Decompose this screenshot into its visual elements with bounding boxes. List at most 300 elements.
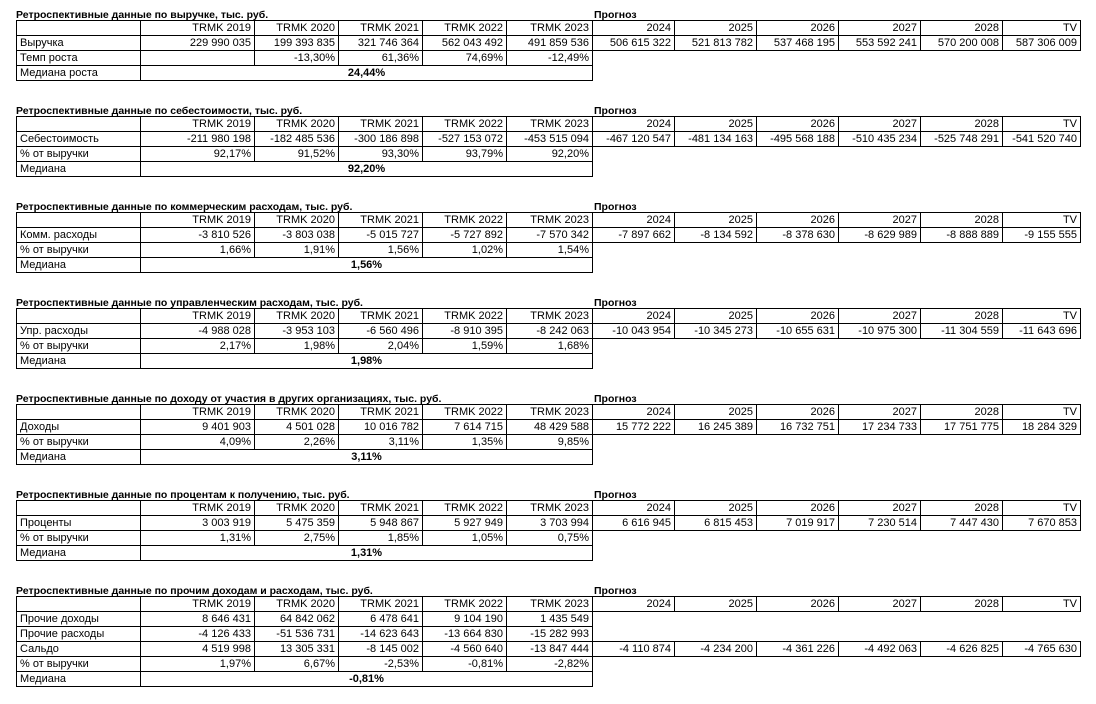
value-cell[interactable]: 8 646 431: [141, 612, 255, 627]
value-cell[interactable]: 2,17%: [141, 339, 255, 354]
forecast-value-cell[interactable]: 18 284 329: [1003, 420, 1081, 435]
year-header-cell[interactable]: TRMK 2022: [423, 501, 507, 516]
forecast-value-cell[interactable]: -8 888 889: [921, 228, 1003, 243]
median-label-cell[interactable]: Медиана: [17, 546, 141, 561]
median-value-cell[interactable]: 24,44%: [141, 66, 593, 81]
year-header-cell[interactable]: TRMK 2021: [339, 309, 423, 324]
forecast-year-cell[interactable]: 2027: [839, 405, 921, 420]
year-header-cell[interactable]: TRMK 2019: [141, 309, 255, 324]
forecast-year-cell[interactable]: 2026: [757, 21, 839, 36]
value-cell[interactable]: 1,54%: [507, 243, 593, 258]
value-cell[interactable]: 48 429 588: [507, 420, 593, 435]
forecast-value-cell[interactable]: 6 616 945: [593, 516, 675, 531]
value-cell[interactable]: 491 859 536: [507, 36, 593, 51]
value-cell[interactable]: 4,09%: [141, 435, 255, 450]
value-cell[interactable]: 1,56%: [339, 243, 423, 258]
value-cell[interactable]: 91,52%: [255, 147, 339, 162]
forecast-value-cell[interactable]: 7 447 430: [921, 516, 1003, 531]
forecast-value-cell[interactable]: -10 975 300: [839, 324, 921, 339]
year-header-cell[interactable]: TRMK 2023: [507, 597, 593, 612]
value-cell[interactable]: 1,98%: [255, 339, 339, 354]
value-cell[interactable]: -13,30%: [255, 51, 339, 66]
value-cell[interactable]: 10 016 782: [339, 420, 423, 435]
median-value-cell[interactable]: 3,11%: [141, 450, 593, 465]
forecast-row: [593, 132, 1081, 147]
retrospective-table: [16, 20, 593, 81]
value-cell[interactable]: -3 953 103: [255, 324, 339, 339]
value-cell[interactable]: 5 475 359: [255, 516, 339, 531]
forecast-year-cell[interactable]: TV: [1003, 21, 1081, 36]
header-corner-cell[interactable]: [17, 597, 141, 612]
forecast-value-cell[interactable]: -525 748 291: [921, 132, 1003, 147]
forecast-table: [592, 212, 1081, 258]
forecast-year-cell[interactable]: 2025: [675, 309, 757, 324]
row-label-cell[interactable]: % от выручки: [17, 339, 141, 354]
year-header-cell[interactable]: TRMK 2022: [423, 597, 507, 612]
year-header-cell[interactable]: TRMK 2023: [507, 309, 593, 324]
table-row: [17, 51, 593, 66]
forecast-year-cell[interactable]: 2028: [921, 501, 1003, 516]
year-header-cell[interactable]: TRMK 2020: [255, 597, 339, 612]
forecast-year-cell[interactable]: 2027: [839, 597, 921, 612]
value-cell[interactable]: -300 186 898: [339, 132, 423, 147]
empty-cell: [1003, 51, 1081, 66]
value-cell[interactable]: 6,67%: [255, 657, 339, 672]
forecast-year-cell[interactable]: 2025: [675, 21, 757, 36]
year-header-cell[interactable]: TRMK 2023: [507, 501, 593, 516]
value-cell[interactable]: 93,30%: [339, 147, 423, 162]
forecast-value-cell[interactable]: -4 492 063: [839, 642, 921, 657]
median-label-cell[interactable]: Медиана роста: [17, 66, 141, 81]
year-header-cell[interactable]: TRMK 2019: [141, 597, 255, 612]
value-cell[interactable]: -182 485 536: [255, 132, 339, 147]
forecast-value-cell[interactable]: -4 110 874: [593, 642, 675, 657]
forecast-year-cell[interactable]: 2025: [675, 405, 757, 420]
table-row: [17, 657, 593, 672]
forecast-year-cell[interactable]: 2024: [593, 405, 675, 420]
year-header-cell[interactable]: TRMK 2019: [141, 501, 255, 516]
forecast-value-cell[interactable]: -4 361 226: [757, 642, 839, 657]
forecast-value-cell[interactable]: 506 615 322: [593, 36, 675, 51]
forecast-header-row: [593, 213, 1081, 228]
forecast-value-cell[interactable]: -8 134 592: [675, 228, 757, 243]
empty-cell: [675, 612, 757, 627]
forecast-value-cell[interactable]: 7 670 853: [1003, 516, 1081, 531]
header-corner-cell[interactable]: [17, 309, 141, 324]
table-row: [17, 228, 593, 243]
median-label-cell[interactable]: Медиана: [17, 162, 141, 177]
value-cell[interactable]: 3 703 994: [507, 516, 593, 531]
forecast-value-cell[interactable]: 17 234 733: [839, 420, 921, 435]
empty-cell: [1003, 612, 1081, 627]
forecast-year-cell[interactable]: 2024: [593, 309, 675, 324]
forecast-value-cell[interactable]: -11 643 696: [1003, 324, 1081, 339]
value-cell[interactable]: 9 401 903: [141, 420, 255, 435]
forecast-year-cell[interactable]: 2024: [593, 21, 675, 36]
forecast-value-cell[interactable]: -4 234 200: [675, 642, 757, 657]
forecast-year-cell[interactable]: 2024: [593, 501, 675, 516]
forecast-header-row: [593, 117, 1081, 132]
value-cell[interactable]: 1,59%: [423, 339, 507, 354]
row-label-cell[interactable]: Комм. расходы: [17, 228, 141, 243]
forecast-row: [593, 642, 1081, 657]
median-value-cell[interactable]: -0,81%: [141, 672, 593, 687]
value-cell[interactable]: -7 570 342: [507, 228, 593, 243]
table-row: [17, 516, 593, 531]
empty-cell: [675, 657, 757, 672]
year-header-cell[interactable]: TRMK 2023: [507, 213, 593, 228]
year-header-cell[interactable]: TRMK 2020: [255, 21, 339, 36]
forecast-year-cell[interactable]: 2025: [675, 213, 757, 228]
value-cell[interactable]: -211 980 198: [141, 132, 255, 147]
year-header-cell[interactable]: TRMK 2021: [339, 501, 423, 516]
empty-cell: [839, 339, 921, 354]
forecast-value-cell[interactable]: -510 435 234: [839, 132, 921, 147]
value-cell[interactable]: 2,26%: [255, 435, 339, 450]
empty-cell: [921, 243, 1003, 258]
median-value-cell[interactable]: 1,31%: [141, 546, 593, 561]
value-cell[interactable]: 61,36%: [339, 51, 423, 66]
forecast-empty-row: [593, 243, 1081, 258]
median-label-cell[interactable]: Медиана: [17, 258, 141, 273]
empty-cell: [675, 243, 757, 258]
forecast-value-cell[interactable]: -4 626 825: [921, 642, 1003, 657]
forecast-year-cell[interactable]: 2025: [675, 117, 757, 132]
year-header-cell[interactable]: TRMK 2023: [507, 405, 593, 420]
empty-cell: [839, 531, 921, 546]
value-cell[interactable]: -4 126 433: [141, 627, 255, 642]
forecast-year-cell[interactable]: 2026: [757, 213, 839, 228]
value-cell[interactable]: 4 501 028: [255, 420, 339, 435]
value-cell[interactable]: -527 153 072: [423, 132, 507, 147]
header-corner-cell[interactable]: [17, 501, 141, 516]
forecast-year-cell[interactable]: 2027: [839, 213, 921, 228]
year-header-cell[interactable]: TRMK 2022: [423, 21, 507, 36]
value-cell[interactable]: 3,11%: [339, 435, 423, 450]
forecast-empty-row: [593, 531, 1081, 546]
empty-cell: [757, 435, 839, 450]
value-cell[interactable]: [141, 51, 255, 66]
value-cell[interactable]: 321 746 364: [339, 36, 423, 51]
forecast-year-cell[interactable]: 2027: [839, 309, 921, 324]
value-cell[interactable]: -8 145 002: [339, 642, 423, 657]
median-value-cell[interactable]: 1,56%: [141, 258, 593, 273]
empty-cell: [593, 657, 675, 672]
forecast-value-cell[interactable]: -7 897 662: [593, 228, 675, 243]
forecast-year-cell[interactable]: TV: [1003, 501, 1081, 516]
forecast-label: Прогноз: [594, 585, 637, 597]
forecast-value-cell[interactable]: 16 245 389: [675, 420, 757, 435]
value-cell[interactable]: -13 847 444: [507, 642, 593, 657]
table-row: [17, 243, 593, 258]
forecast-value-cell[interactable]: 17 751 775: [921, 420, 1003, 435]
year-header-cell[interactable]: TRMK 2020: [255, 405, 339, 420]
median-label-cell[interactable]: Медиана: [17, 354, 141, 369]
forecast-header-row: [593, 405, 1081, 420]
forecast-year-cell[interactable]: 2026: [757, 405, 839, 420]
forecast-year-cell[interactable]: 2028: [921, 405, 1003, 420]
empty-cell: [1003, 657, 1081, 672]
row-label-cell[interactable]: Упр. расходы: [17, 324, 141, 339]
value-cell[interactable]: 93,79%: [423, 147, 507, 162]
year-header-cell[interactable]: TRMK 2023: [507, 117, 593, 132]
header-corner-cell[interactable]: [17, 405, 141, 420]
value-cell[interactable]: -4 560 640: [423, 642, 507, 657]
value-cell[interactable]: -3 810 526: [141, 228, 255, 243]
forecast-year-cell[interactable]: 2028: [921, 21, 1003, 36]
year-header-cell[interactable]: TRMK 2022: [423, 405, 507, 420]
year-header-cell[interactable]: TRMK 2022: [423, 117, 507, 132]
forecast-year-cell[interactable]: 2026: [757, 117, 839, 132]
forecast-label: Прогноз: [594, 297, 637, 309]
value-cell[interactable]: -5 727 892: [423, 228, 507, 243]
year-header-cell[interactable]: TRMK 2019: [141, 21, 255, 36]
value-cell[interactable]: 92,17%: [141, 147, 255, 162]
forecast-year-cell[interactable]: 2025: [675, 501, 757, 516]
year-header-cell[interactable]: TRMK 2019: [141, 405, 255, 420]
forecast-year-cell[interactable]: TV: [1003, 309, 1081, 324]
median-label-cell[interactable]: Медиана: [17, 450, 141, 465]
year-header-cell[interactable]: TRMK 2019: [141, 117, 255, 132]
row-label-cell[interactable]: Себестоимость: [17, 132, 141, 147]
forecast-value-cell[interactable]: 7 230 514: [839, 516, 921, 531]
median-value-cell[interactable]: 1,98%: [141, 354, 593, 369]
forecast-value-cell[interactable]: -9 155 555: [1003, 228, 1081, 243]
forecast-value-cell[interactable]: -10 345 273: [675, 324, 757, 339]
year-header-cell[interactable]: TRMK 2022: [423, 213, 507, 228]
value-cell[interactable]: 1,91%: [255, 243, 339, 258]
forecast-value-cell[interactable]: 521 813 782: [675, 36, 757, 51]
empty-cell: [839, 612, 921, 627]
value-cell[interactable]: 5 927 949: [423, 516, 507, 531]
year-header-cell[interactable]: TRMK 2021: [339, 21, 423, 36]
value-cell[interactable]: 1,66%: [141, 243, 255, 258]
row-label-cell[interactable]: Прочие расходы: [17, 627, 141, 642]
year-header-cell[interactable]: TRMK 2020: [255, 213, 339, 228]
empty-cell: [1003, 435, 1081, 450]
row-label-cell[interactable]: % от выручки: [17, 531, 141, 546]
value-cell[interactable]: 0,75%: [507, 531, 593, 546]
forecast-value-cell[interactable]: 570 200 008: [921, 36, 1003, 51]
value-cell[interactable]: 13 305 331: [255, 642, 339, 657]
year-header-cell[interactable]: TRMK 2020: [255, 501, 339, 516]
forecast-label: Прогноз: [594, 393, 637, 405]
value-cell[interactable]: -453 515 094: [507, 132, 593, 147]
forecast-value-cell[interactable]: 553 592 241: [839, 36, 921, 51]
forecast-year-cell[interactable]: 2027: [839, 501, 921, 516]
value-cell[interactable]: 1,31%: [141, 531, 255, 546]
value-cell[interactable]: 6 478 641: [339, 612, 423, 627]
year-header-cell[interactable]: TRMK 2021: [339, 405, 423, 420]
value-cell[interactable]: 562 043 492: [423, 36, 507, 51]
header-corner-cell[interactable]: [17, 117, 141, 132]
forecast-table: [592, 404, 1081, 450]
forecast-row: [593, 36, 1081, 51]
forecast-year-cell[interactable]: 2026: [757, 501, 839, 516]
forecast-value-cell[interactable]: -8 629 989: [839, 228, 921, 243]
value-cell[interactable]: -2,53%: [339, 657, 423, 672]
forecast-year-cell[interactable]: 2028: [921, 309, 1003, 324]
header-row: [17, 309, 593, 324]
value-cell[interactable]: 9 104 190: [423, 612, 507, 627]
value-cell[interactable]: 64 842 062: [255, 612, 339, 627]
value-cell[interactable]: -15 282 993: [507, 627, 593, 642]
median-row: [17, 546, 593, 561]
row-label-cell[interactable]: Проценты: [17, 516, 141, 531]
forecast-label: Прогноз: [594, 201, 637, 213]
empty-cell: [839, 147, 921, 162]
table-row: [17, 36, 593, 51]
value-cell[interactable]: -5 015 727: [339, 228, 423, 243]
row-label-cell[interactable]: Доходы: [17, 420, 141, 435]
forecast-value-cell[interactable]: 16 732 751: [757, 420, 839, 435]
value-cell[interactable]: 1,97%: [141, 657, 255, 672]
forecast-value-cell[interactable]: -541 520 740: [1003, 132, 1081, 147]
value-cell[interactable]: -51 536 731: [255, 627, 339, 642]
empty-cell: [675, 531, 757, 546]
forecast-year-cell[interactable]: 2026: [757, 309, 839, 324]
forecast-value-cell[interactable]: 537 468 195: [757, 36, 839, 51]
empty-cell: [675, 51, 757, 66]
table-row: [17, 531, 593, 546]
row-label-cell[interactable]: Выручка: [17, 36, 141, 51]
value-cell[interactable]: 199 393 835: [255, 36, 339, 51]
value-cell[interactable]: 229 990 035: [141, 36, 255, 51]
block-title: Ретроспективные данные по себестоимости, тыс. руб.: [16, 105, 303, 117]
value-cell[interactable]: 5 948 867: [339, 516, 423, 531]
forecast-year-cell[interactable]: 2028: [921, 597, 1003, 612]
forecast-value-cell[interactable]: -11 304 559: [921, 324, 1003, 339]
year-header-cell[interactable]: TRMK 2019: [141, 213, 255, 228]
year-header-cell[interactable]: TRMK 2020: [255, 309, 339, 324]
value-cell[interactable]: -4 988 028: [141, 324, 255, 339]
row-label-cell[interactable]: % от выручки: [17, 435, 141, 450]
forecast-empty-row: [593, 657, 1081, 672]
value-cell[interactable]: 1 435 549: [507, 612, 593, 627]
forecast-empty-row: [593, 51, 1081, 66]
value-cell[interactable]: 2,75%: [255, 531, 339, 546]
forecast-value-cell[interactable]: -481 134 163: [675, 132, 757, 147]
forecast-value-cell[interactable]: -467 120 547: [593, 132, 675, 147]
median-label-cell[interactable]: Медиана: [17, 672, 141, 687]
empty-cell: [921, 147, 1003, 162]
forecast-year-cell[interactable]: 2024: [593, 597, 675, 612]
value-cell[interactable]: 1,02%: [423, 243, 507, 258]
empty-cell: [839, 435, 921, 450]
forecast-year-cell[interactable]: 2024: [593, 213, 675, 228]
forecast-year-cell[interactable]: TV: [1003, 117, 1081, 132]
forecast-year-cell[interactable]: 2028: [921, 213, 1003, 228]
header-corner-cell[interactable]: [17, 21, 141, 36]
value-cell[interactable]: 92,20%: [507, 147, 593, 162]
value-cell[interactable]: -3 803 038: [255, 228, 339, 243]
value-cell[interactable]: 1,85%: [339, 531, 423, 546]
value-cell[interactable]: -6 560 496: [339, 324, 423, 339]
forecast-year-cell[interactable]: 2026: [757, 597, 839, 612]
forecast-year-cell[interactable]: 2027: [839, 21, 921, 36]
retrospective-table: [16, 212, 593, 273]
retrospective-table: [16, 116, 593, 177]
forecast-value-cell[interactable]: 7 019 917: [757, 516, 839, 531]
forecast-value-cell[interactable]: -10 655 631: [757, 324, 839, 339]
row-label-cell[interactable]: Темп роста: [17, 51, 141, 66]
forecast-value-cell[interactable]: -8 378 630: [757, 228, 839, 243]
value-cell[interactable]: 3 003 919: [141, 516, 255, 531]
forecast-header-row: [593, 501, 1081, 516]
value-cell[interactable]: 1,35%: [423, 435, 507, 450]
row-label-cell[interactable]: % от выручки: [17, 147, 141, 162]
value-cell[interactable]: 74,69%: [423, 51, 507, 66]
forecast-year-cell[interactable]: TV: [1003, 597, 1081, 612]
empty-cell: [675, 627, 757, 642]
value-cell[interactable]: -8 910 395: [423, 324, 507, 339]
value-cell[interactable]: -8 242 063: [507, 324, 593, 339]
empty-cell: [757, 243, 839, 258]
forecast-table: [592, 596, 1081, 672]
forecast-empty-row: [593, 435, 1081, 450]
value-cell[interactable]: 4 519 998: [141, 642, 255, 657]
empty-cell: [593, 627, 675, 642]
year-header-cell[interactable]: TRMK 2020: [255, 117, 339, 132]
forecast-year-cell[interactable]: TV: [1003, 405, 1081, 420]
row-label-cell[interactable]: Прочие доходы: [17, 612, 141, 627]
year-header-cell[interactable]: TRMK 2022: [423, 309, 507, 324]
table-row: [17, 627, 593, 642]
forecast-value-cell[interactable]: 15 772 222: [593, 420, 675, 435]
block-title: Ретроспективные данные по коммерческим расходам, тыс. руб.: [16, 201, 353, 213]
year-header-cell[interactable]: TRMK 2021: [339, 117, 423, 132]
forecast-value-cell[interactable]: 6 815 453: [675, 516, 757, 531]
value-cell[interactable]: -12,49%: [507, 51, 593, 66]
value-cell[interactable]: -13 664 830: [423, 627, 507, 642]
year-header-cell[interactable]: TRMK 2021: [339, 213, 423, 228]
row-label-cell[interactable]: % от выручки: [17, 243, 141, 258]
year-header-cell[interactable]: TRMK 2023: [507, 21, 593, 36]
forecast-year-cell[interactable]: TV: [1003, 213, 1081, 228]
value-cell[interactable]: 2,04%: [339, 339, 423, 354]
forecast-value-cell[interactable]: -10 043 954: [593, 324, 675, 339]
value-cell[interactable]: 1,68%: [507, 339, 593, 354]
forecast-value-cell[interactable]: -495 568 188: [757, 132, 839, 147]
forecast-year-cell[interactable]: 2024: [593, 117, 675, 132]
forecast-header-row: [593, 597, 1081, 612]
year-header-cell[interactable]: TRMK 2021: [339, 597, 423, 612]
forecast-empty-row: [593, 147, 1081, 162]
table-row: [17, 642, 593, 657]
forecast-table: [592, 500, 1081, 546]
value-cell[interactable]: -14 623 643: [339, 627, 423, 642]
forecast-value-cell[interactable]: -4 765 630: [1003, 642, 1081, 657]
empty-cell: [757, 657, 839, 672]
value-cell[interactable]: -2,82%: [507, 657, 593, 672]
forecast-year-cell[interactable]: 2027: [839, 117, 921, 132]
value-cell[interactable]: 9,85%: [507, 435, 593, 450]
row-label-cell[interactable]: % от выручки: [17, 657, 141, 672]
header-corner-cell[interactable]: [17, 213, 141, 228]
value-cell[interactable]: -0,81%: [423, 657, 507, 672]
forecast-row: [593, 324, 1081, 339]
median-row: [17, 354, 593, 369]
row-label-cell[interactable]: Сальдо: [17, 642, 141, 657]
retrospective-table: [16, 500, 593, 561]
forecast-year-cell[interactable]: 2025: [675, 597, 757, 612]
empty-cell: [593, 243, 675, 258]
value-cell[interactable]: 1,05%: [423, 531, 507, 546]
forecast-value-cell[interactable]: 587 306 009: [1003, 36, 1081, 51]
value-cell[interactable]: 7 614 715: [423, 420, 507, 435]
median-value-cell[interactable]: 92,20%: [141, 162, 593, 177]
forecast-year-cell[interactable]: 2028: [921, 117, 1003, 132]
